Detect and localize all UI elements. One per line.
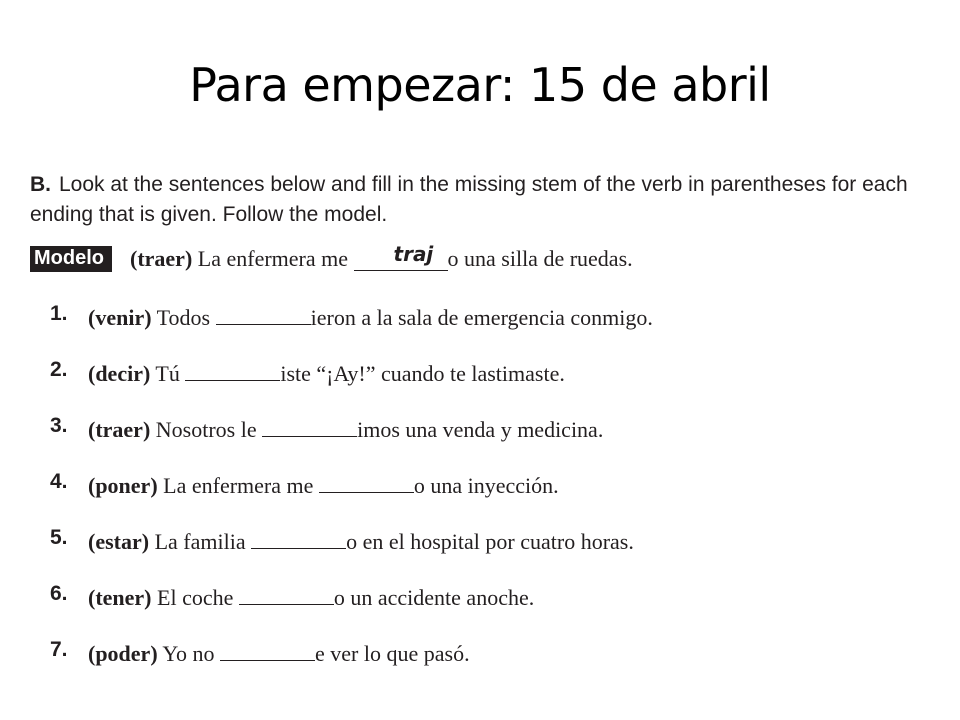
- answer-blank[interactable]: [251, 526, 346, 549]
- slide-title: Para empezar: 15 de abril: [189, 58, 771, 112]
- item-number: 7.: [50, 638, 68, 661]
- answer-blank[interactable]: [239, 582, 334, 605]
- exercise-item: [50, 414, 653, 470]
- item-number: 6.: [50, 582, 68, 605]
- item-text-after: o una inyección.: [413, 473, 559, 498]
- item-number: 2.: [50, 358, 68, 381]
- item-text-after: imos una venda y medicina.: [357, 417, 604, 442]
- item-number: 1.: [50, 302, 68, 325]
- answer-blank[interactable]: [216, 302, 311, 325]
- model-verb: (traer): [130, 246, 193, 271]
- answer-blank[interactable]: [220, 638, 315, 661]
- item-text-before: Todos: [156, 305, 211, 330]
- model-text-after: o una silla de ruedas.: [447, 246, 633, 271]
- exercise-instructions: [30, 170, 940, 230]
- item-text-after: e ver lo que pasó.: [315, 641, 470, 666]
- answer-blank[interactable]: [262, 414, 357, 437]
- exercise-item: [50, 470, 653, 526]
- item-text-before: La familia: [154, 529, 246, 554]
- exercise-item: [50, 526, 653, 582]
- answer-blank[interactable]: [319, 470, 414, 493]
- exercise-letter: B.: [30, 173, 51, 196]
- item-text-after: o en el hospital por cuatro horas.: [346, 529, 634, 554]
- item-text-before: La enfermera me: [163, 473, 314, 498]
- exercise-item: [50, 582, 653, 638]
- item-text-after: iste “¡Ay!” cuando te lastimaste.: [280, 361, 565, 386]
- item-number: 5.: [50, 526, 68, 549]
- item-verb: (decir): [88, 361, 151, 386]
- exercise-items: [50, 302, 653, 694]
- item-text-before: Yo no: [162, 641, 215, 666]
- item-text-before: Tú: [155, 361, 180, 386]
- model-blank: [354, 241, 448, 271]
- item-verb: (traer): [88, 417, 151, 442]
- model-answer: traj: [393, 241, 434, 266]
- model-sentence: [30, 241, 633, 274]
- item-verb: (tener): [88, 585, 152, 610]
- item-verb: (venir): [88, 305, 152, 330]
- item-text-before: Nosotros le: [155, 417, 257, 442]
- item-verb: (poder): [88, 641, 158, 666]
- modelo-badge: Modelo: [30, 246, 112, 272]
- item-text-after: o un accidente anoche.: [333, 585, 535, 610]
- exercise-item: [50, 638, 653, 694]
- item-verb: (estar): [88, 529, 150, 554]
- exercise-item: [50, 302, 653, 358]
- item-verb: (poner): [88, 473, 158, 498]
- instructions-text: Look at the sentences below and fill in the missing stem of the verb in parentheses for each ending that is given. Follow the model.: [30, 173, 908, 226]
- item-number: 4.: [50, 470, 68, 493]
- item-text-before: El coche: [157, 585, 234, 610]
- answer-blank[interactable]: [185, 358, 280, 381]
- item-text-after: ieron a la sala de emergencia conmigo.: [310, 305, 653, 330]
- exercise-item: [50, 358, 653, 414]
- model-text-before: La enfermera me: [197, 246, 349, 271]
- item-number: 3.: [50, 414, 68, 437]
